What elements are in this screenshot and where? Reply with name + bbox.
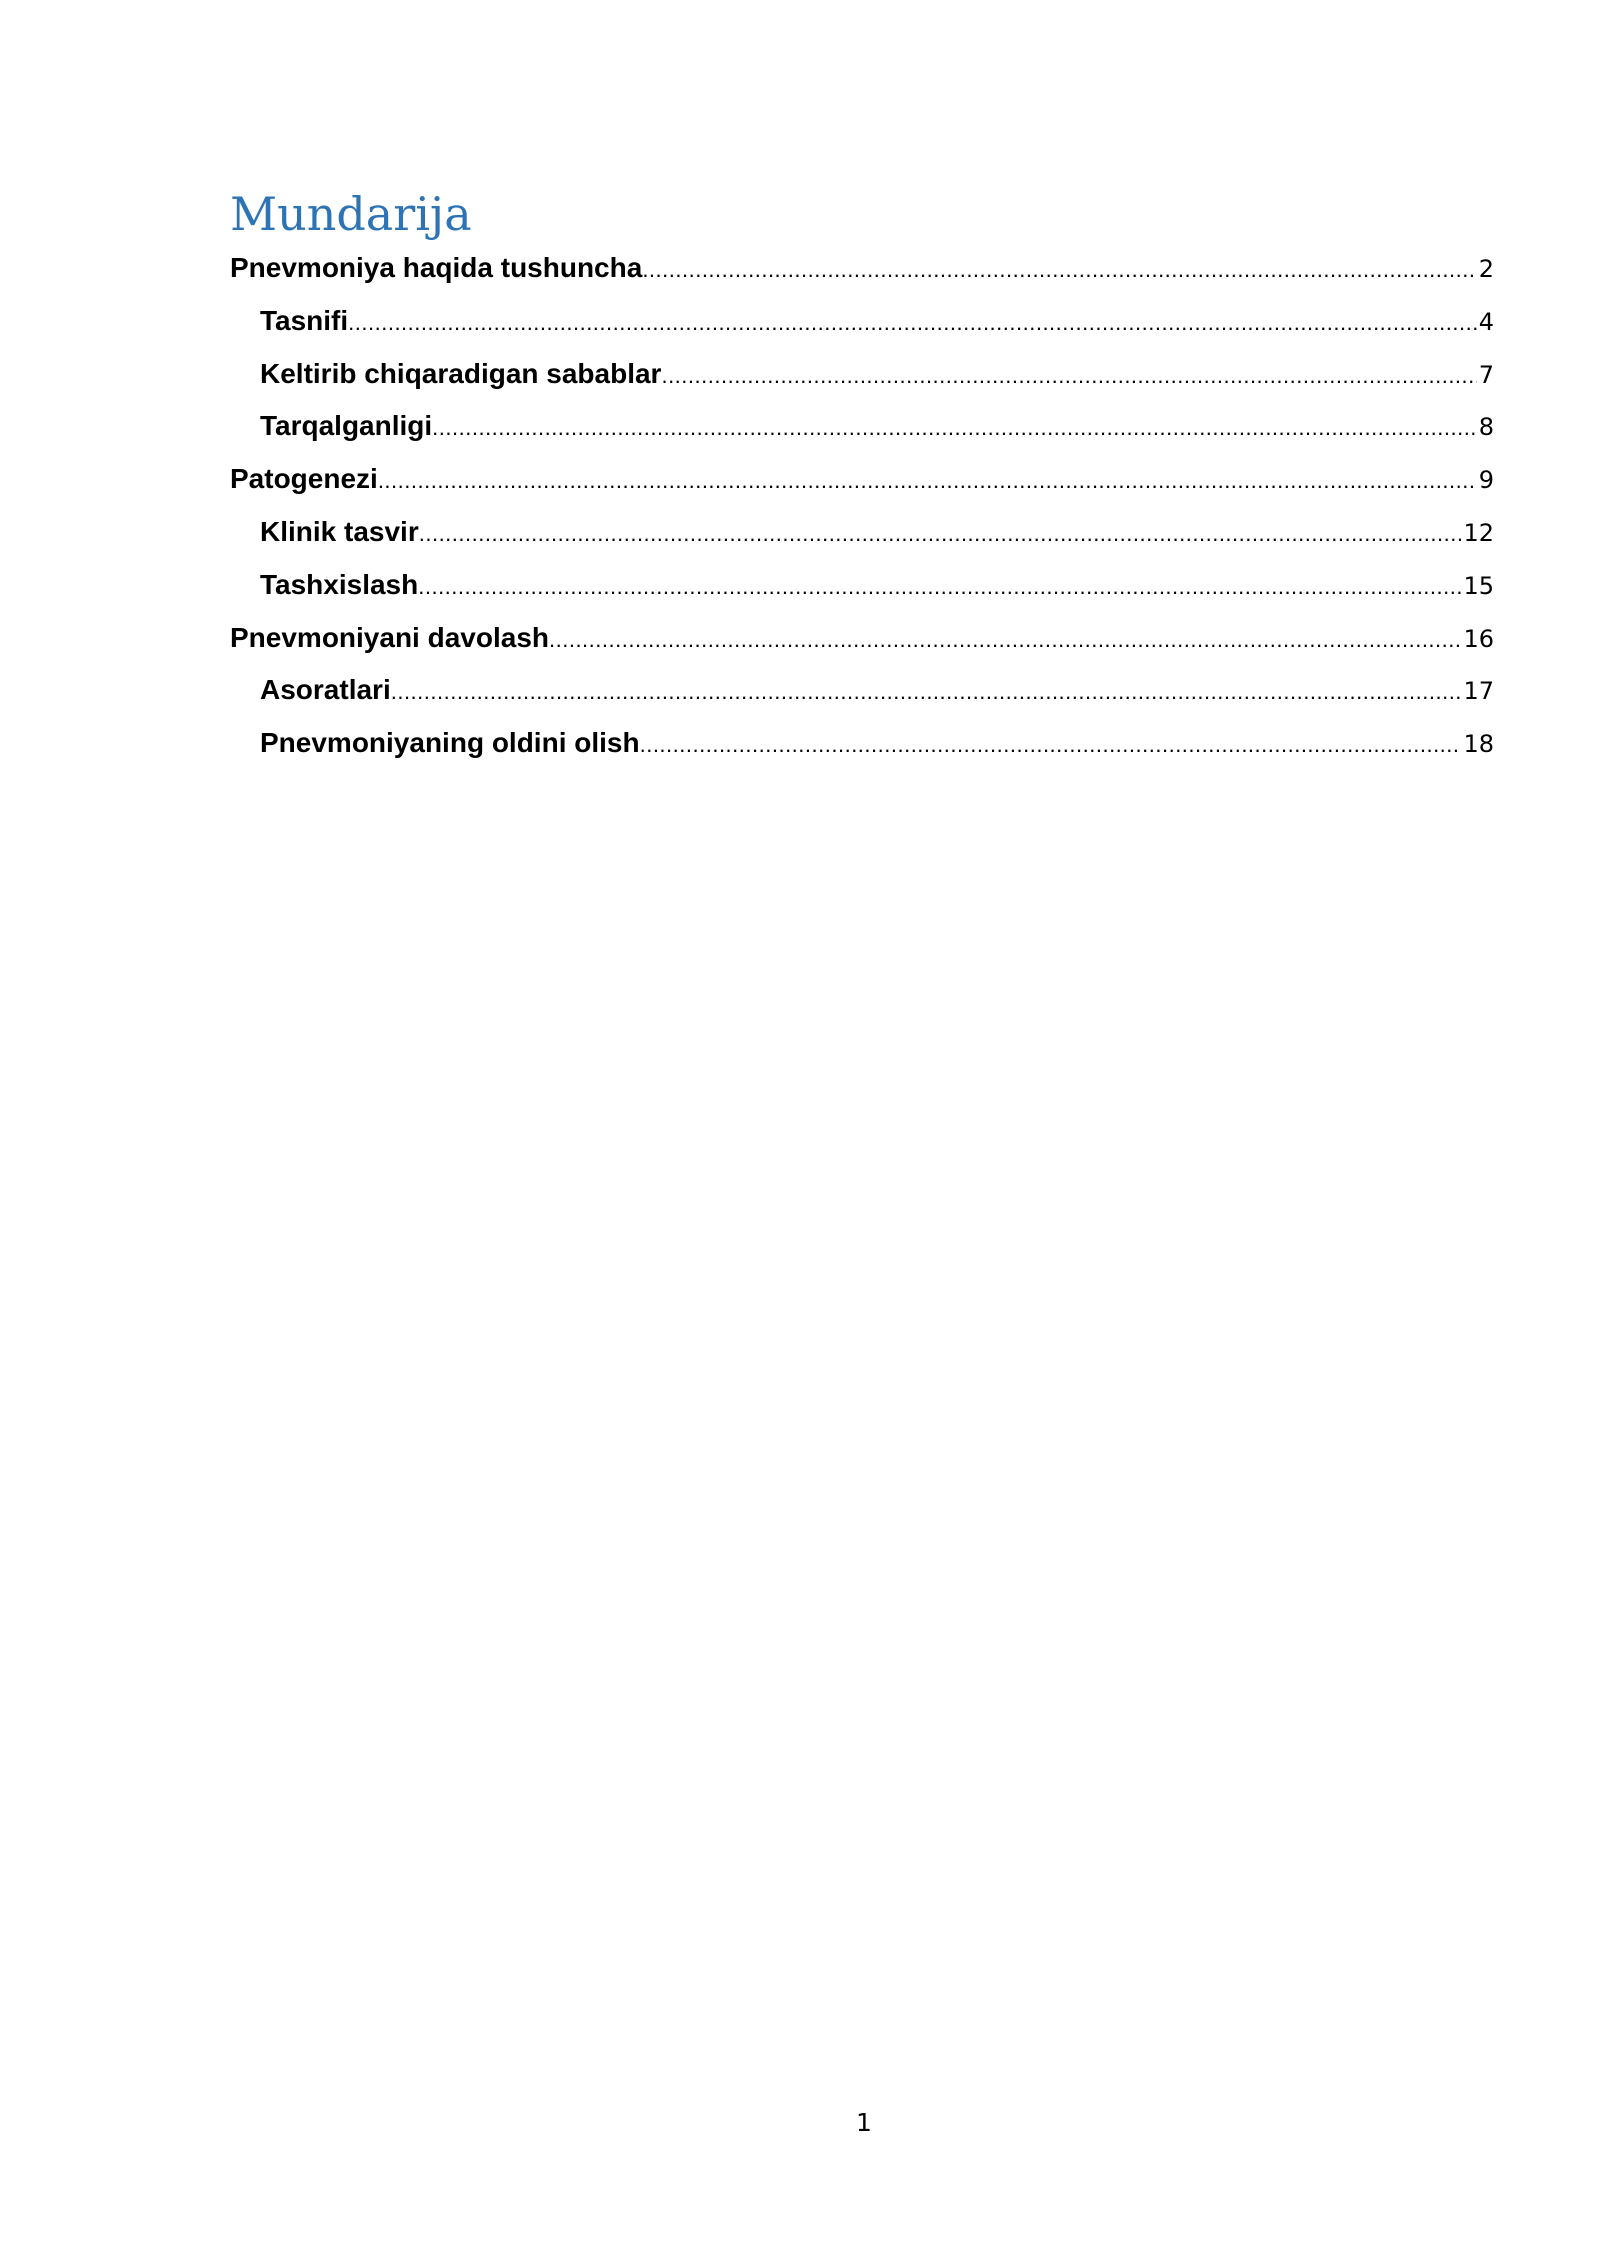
toc-entry[interactable]: [230, 301, 1494, 354]
toc-entry[interactable]: [230, 618, 1494, 671]
toc-entry[interactable]: [230, 406, 1494, 459]
toc-entry-page: 4: [1478, 307, 1494, 336]
toc-entry[interactable]: [230, 565, 1494, 618]
dot-leader: [549, 620, 1461, 660]
toc-entry-label: Pnevmoniya haqida tushuncha: [230, 252, 643, 283]
toc-entry-label: Pnevmoniyani davolash: [230, 621, 549, 653]
dot-leader: [432, 408, 1477, 448]
table-of-contents: [230, 248, 1494, 776]
toc-entry-page: 17: [1463, 677, 1494, 706]
toc-entry-label: Patogenezi: [230, 463, 378, 495]
toc-entry-page: 2: [1478, 255, 1494, 283]
toc-entry-page: 9: [1478, 466, 1494, 495]
toc-entry-label: Tarqalganligi: [260, 410, 433, 442]
toc-entry-label: Klinik tasvir: [260, 515, 419, 547]
toc-entry-label: Tashxislash: [260, 568, 419, 600]
toc-entry-label: Pnevmoniyaning oldini olish: [260, 727, 640, 759]
toc-entry-page: 7: [1478, 360, 1494, 389]
toc-entry-page: 8: [1478, 413, 1494, 442]
dot-leader: [642, 250, 1476, 290]
toc-entry[interactable]: [230, 670, 1494, 723]
toc-entry-label: Keltirib chiqaradigan sabablar: [260, 357, 662, 389]
toc-entry-label: Tasnifi: [260, 304, 349, 336]
dot-leader: [640, 725, 1462, 765]
toc-entry[interactable]: [230, 248, 1494, 301]
toc-entry-label: Asoratlari: [260, 674, 391, 706]
toc-entry[interactable]: [230, 459, 1494, 512]
toc-entry-page: 18: [1463, 730, 1494, 759]
dot-leader: [378, 461, 1477, 501]
toc-title: Mundarija: [230, 187, 472, 241]
toc-entry-page: 12: [1463, 518, 1494, 547]
dot-leader: [661, 356, 1476, 396]
page-number: 1: [856, 2108, 872, 2137]
toc-entry-page: 15: [1463, 571, 1494, 600]
dot-leader: [419, 514, 1462, 554]
toc-entry-page: 16: [1463, 624, 1494, 653]
dot-leader: [391, 672, 1462, 712]
toc-entry[interactable]: [230, 512, 1494, 565]
toc-entry[interactable]: [230, 354, 1494, 407]
dot-leader: [348, 303, 1477, 343]
toc-entry[interactable]: [230, 723, 1494, 776]
dot-leader: [418, 567, 1461, 607]
